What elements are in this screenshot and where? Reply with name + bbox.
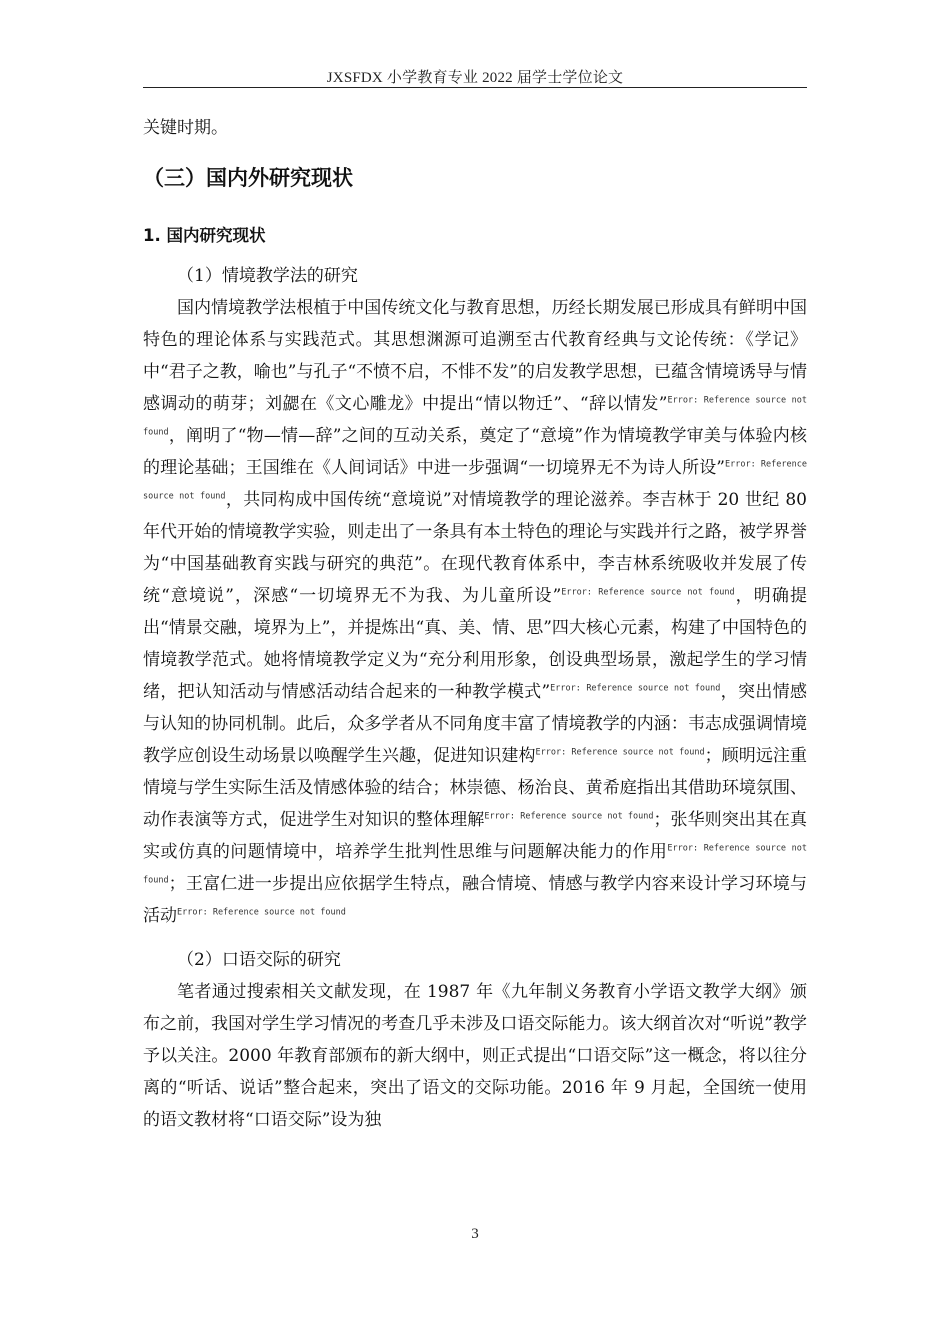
sub1-text: ；顾明远注重情境与学生实际生活及情感体验的结合；林崇德、杨治良、黄希庭指出其借助环境氛围、动作表演等方式，促进学生对知识的整体理解 — [143, 746, 807, 830]
page-content — [143, 112, 807, 1136]
reference-error: Error: Reference source not found — [143, 459, 807, 502]
section-title: （三）国内外研究现状 — [143, 166, 353, 190]
reference-error: Error: Reference source not found — [484, 811, 654, 822]
sub1-text: ，突出情感与认知的协同机制。此后，众多学者从不同角度丰富了情境教学的内涵：韦志成强调情境教学应创设生动场景以唤醒学生兴趣，促进知识建构 — [143, 682, 807, 766]
lead-line: 关键时期。 — [143, 118, 228, 138]
sub1-text: ，阐明了“物—情—辞”之间的互动关系，奠定了“意境”作为情境教学审美与体验内核的理论基础；王国维在《人间词话》中进一步强调“一切境界无不为诗人所设” — [143, 426, 807, 478]
sub1-text: 国内情境教学法根植于中国传统文化与教育思想，历经长期发展已形成具有鲜明中国特色的理论体系与实践范式。其思想渊源可追溯至古代教育经典与文论传统：《学记》中“君子之教，喻也”与孔子“不愤不启，不悱不发”的启发教学思想，已蕴含情境诱导与情感调动的萌芽；刘勰在《文心雕龙》中提出“情以物迁”、“辞以情发” — [143, 298, 807, 414]
sub1-heading: （1）情境教学法的研究 — [177, 266, 358, 286]
subsection-title: 1. 国内研究现状 — [143, 226, 266, 245]
reference-error: Error: Reference source not found — [535, 747, 705, 758]
sub1-text: ；张华则突出其在真实或仿真的问题情境中，培养学生批判性思维与问题解决能力的作用 — [143, 810, 807, 862]
reference-error: Error: Reference source not found — [561, 587, 735, 598]
sub1-text: ；王富仁进一步提出应依据学生特点，融合情境、情感与教学内容来设计学习环境与活动 — [143, 874, 807, 926]
running-header: JXSFDX 小学教育专业 2022 届学士学位论文 — [326, 70, 624, 86]
paragraph-gap — [143, 932, 807, 944]
reference-error: Error: Reference source not found — [177, 907, 346, 918]
sub1-text: ，明确提出“情景交融，境界为上”，并提炼出“真、美、情、思”四大核心元素，构建了中国特色的情境教学范式。她将情境教学定义为“充分利用形象，创设典型场景，激起学生的学习情绪，把认知活动与情感活动结合起来的一种教学模式” — [143, 586, 807, 702]
sub2-heading: （2）口语交际的研究 — [177, 950, 341, 970]
reference-error: Error: Reference source not found — [143, 843, 808, 886]
header-rule — [143, 87, 807, 88]
reference-error: Error: Reference source not found — [550, 683, 721, 694]
page-number: 3 — [471, 1226, 479, 1242]
sub1-text: ，共同构成中国传统“意境说”对情境教学的理论滋养。李吉林于 20 世纪 80 年代开始的情境教学实验，则走出了一条具有本土特色的理论与实践并行之路，被学界誉为“中国基础教育实践与研究的典范”。在现代教育体系中，李吉林系统吸收并发展了传统“意境说”，深感“一切境界无不为我、为儿童所设” — [143, 490, 807, 606]
reference-error: Error: Reference source not found — [143, 395, 807, 438]
sub2-paragraph: 笔者通过搜索相关文献发现，在 1987 年《九年制义务教育小学语文教学大纲》颁布之前，我国对学生学习情况的考查几乎未涉及口语交际能力。该大纲首次对“听说”教学予以关注。2000 年教育部颁布的新大纲中，则正式提出“口语交际”这一概念，将以往分离的“听话、说话”整合起来，突出了语文的交际功能。2016 年 9 月起，全国统一使用的语文教材将“口语交际”设为独 — [143, 982, 807, 1130]
sub1-paragraph — [143, 292, 807, 932]
